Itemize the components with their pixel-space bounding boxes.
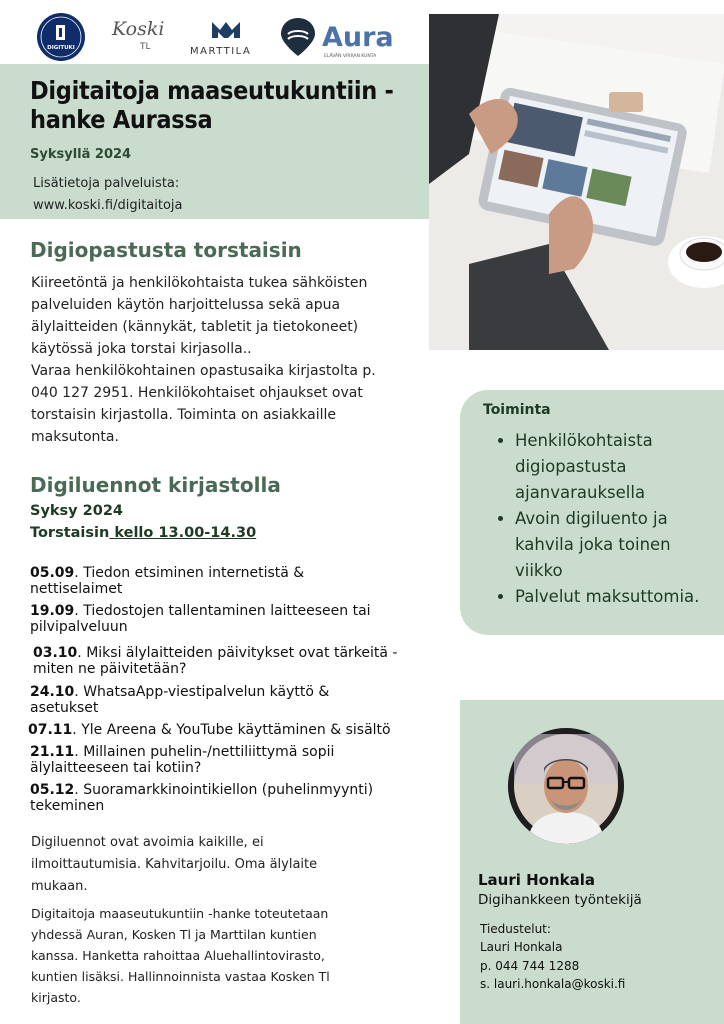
logo-marttila [188,18,264,60]
digiopastus-line: käytössä joka torstai kirjasolla.. [31,341,252,357]
page-subtitle: Syksyllä 2024 [30,147,132,162]
schedule-topic: . Miksi älylaitteiden päivitykset ovat tärkeitä - [77,645,398,661]
digiopastus-line: maksutonta. [31,429,119,445]
toiminta-item: • Palvelut maksuttomia. [515,584,724,610]
schedule-item [30,603,460,635]
schedule-date: 05.12 [30,782,75,798]
logo-koski-sub: TL [140,42,151,52]
logo-aura-sub: ELÄVÄN VIRRAN KUNTA [324,54,377,59]
schedule-topic: . Suoramarkkinointikiellon (puhelinmyynti) [74,782,374,798]
digiopastus-line: Varaa henkilökohtainen opastusaika kirjastolta p. [31,363,376,379]
schedule-date: 24.10 [30,684,75,700]
logo-koski-text: Koski [112,18,165,40]
logo-digituki [36,12,86,62]
more-info-label: Lisätietoja palveluista: [33,176,180,191]
contact-label: Tiedustelut: [480,922,551,936]
aura-emblem-icon [276,14,320,58]
contact-name-heading: Lauri Honkala [478,871,596,889]
digiopastus-heading: Digiopastusta torstaisin [30,238,302,262]
digiopastus-line: 040 127 2951. Henkilökohtaiset ohjaukset ovat [31,385,363,401]
schedule-topic: . Tiedon etsiminen internetistä & [74,565,305,581]
contact-role: Digihankkeen työntekijä [478,892,642,908]
schedule-topic: nettiselaimet [30,581,123,597]
schedule-topic: . WhatsaApp-viestipalvelun käyttö & [74,684,330,700]
project-note: Digitaitoja maaseutukuntiin -hanke toteutetaan yhdessä Auran, Kosken Tl ja Marttilan kuntien kanssa. Hanketta rahoittaa Aluehallintovirasto, kuntien lisäksi. Hallinnoinnista vastaa Kosken Tl kirjasto. [31,906,330,1005]
schedule-topic: asetukset [30,700,99,716]
schedule-item [30,684,460,716]
schedule-item [30,565,460,597]
avatar [508,728,624,844]
digiopastus-line: älylaitteiden (kännykät, tabletit ja tietokoneet) [31,319,359,335]
schedule-topic: . Yle Areena & YouTube käyttäminen & sisältö [72,722,391,738]
logo-koski [110,16,170,62]
contact-phone[interactable]: p. 044 744 1288 [480,959,580,973]
time-suffix: kello 13.00-14.30 [109,525,257,541]
digiopastus-text [31,272,461,448]
schedule-topic: tekeminen [30,798,105,814]
time-prefix: Torstaisin [30,525,110,541]
toiminta-title: Toiminta [483,402,551,418]
digiluennot-time [30,525,256,541]
logo-aura [276,14,406,64]
schedule-item [30,744,460,776]
digiopastus-line: Kiireetöntä ja henkilökohtaista tukea sähköisten [31,275,368,291]
marttila-emblem-icon [188,18,264,42]
open-lectures-note: Digiluennot ovat avoimia kaikille, ei ilmoittautumisia. Kahvitarjoilu. Oma älylaite mukaan. [31,835,318,894]
logo-digituki-text: DIGITUKI [47,45,75,51]
schedule-date: 07.11 [28,722,73,738]
contact-email[interactable]: s. lauri.honkala@koski.fi [480,977,626,991]
schedule-date: 03.10 [33,645,78,661]
schedule-item [30,782,460,814]
digiluennot-heading: Digiluennot kirjastolla [30,473,281,497]
schedule-topic: miten ne päivitetään? [33,661,187,677]
logo-aura-text: Aura [322,22,394,53]
schedule-item [33,645,463,677]
tablet-photo [429,14,724,350]
schedule-topic: . Tiedostojen tallentaminen laitteeseen tai [74,603,371,619]
page-title-line-1: Digitaitoja maaseutukuntiin - [30,76,394,105]
schedule-date: 21.11 [30,744,75,760]
toiminta-list [495,428,724,610]
more-info-link[interactable]: www.koski.fi/digitaitoja [33,198,183,213]
digiluennot-season: Syksy 2024 [30,503,124,519]
page-title-line-2: hanke Aurassa [30,105,213,134]
contact-name: Lauri Honkala [480,940,563,954]
digiopastus-line: palveluiden käytön harjoittelussa sekä apua [31,297,341,313]
schedule-date: 19.09 [30,603,75,619]
schedule-item [28,722,458,738]
schedule-topic: älylaitteeseen tai kotiin? [30,760,202,776]
page-title [30,76,425,134]
schedule-date: 05.09 [30,565,75,581]
toiminta-item: • Avoin digiluento ja kahvila joka toinen viikko [515,506,724,584]
schedule-topic: pilvipalveluun [30,619,128,635]
toiminta-item: • Henkilökohtaista digiopastusta ajanvarauksella [515,428,724,506]
logo-marttila-text: MARTTILA [190,46,252,57]
digiopastus-line: torstaisin kirjastolla. Toiminta on asiakkaille [31,407,337,423]
schedule-topic: . Millainen puhelin-/nettiliittymä sopii [74,744,335,760]
